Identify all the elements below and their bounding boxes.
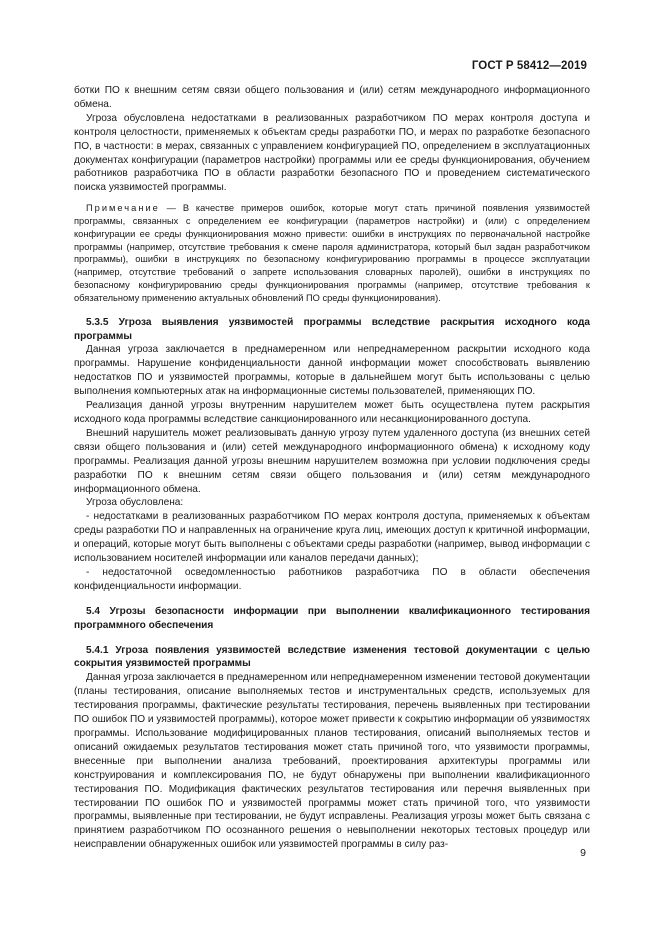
section-heading-5-4: 5.4 Угрозы безопасности информации при выполнении квалификационного тестирования программного обеспечения [74, 605, 590, 631]
section-heading-5-3-5: 5.3.5 Угроза выявления уязвимостей программы вследствие раскрытия исходного кода программы [74, 316, 590, 342]
paragraph: Данная угроза заключается в преднамеренном или непреднамеренном изменении тестовой документации (планы тестирования, описание выполняемых тестов и инструментальных средств, используемых для тестирования программы, фактические результаты тестирования, перечень выявленных при тестировании ПО ошибок ПО и уязвимостей программы), которое может привести к сокрытию информации об уязвимостях программы. Использование модифицированных планов тестирования, описаний выполняемых тестов и описаний ожидаемых результатов тестирования может стать причиной того, что уязвимости программы, внесенные при выполнении анализа требований, проектирования архитектуры программы или конструирования и комплексирования ПО, не будут обнаружены при выполнении квалификационного тестирования ПО. Модификация фактических результатов тестирования или перечня выявленных при тестировании ПО ошибок ПО и уязвимостей программы может стать причиной того, что уязвимости программы, выявленные при тестировании, не будут исправлены. Реализация угрозы может быть связана с принятием разработчиком ПО осознанного решения о невыполнении некоторых тестовых процедур или неисправлении обнаруженных ошибок или уязвимостей программы в силу раз- [74, 672, 590, 851]
paragraph: ботки ПО к внешним сетям связи общего пользования и (или) сетям международного информационного обмена. [74, 85, 590, 110]
section-heading-5-4-1: 5.4.1 Угроза появления уязвимостей вследствие изменения тестовой документации с целью сокрытия уязвимостей программы [74, 644, 590, 670]
note [74, 202, 590, 304]
paragraph: Данная угроза заключается в преднамеренном или непреднамеренном раскрытии исходного кода программы. Нарушение конфиденциальности данной информации может способствовать выявлению недостатков ПО и уязвимостей программы, которые в дальнейшем могут быть использованы с целью выполнения компьютерных атак на информационные системы пользователей, применяющих ПО. [74, 344, 590, 398]
list-item: - недостатками в реализованных разработчиком ПО мерах контроля доступа, применяемых к объектам среды разработки ПО и направленных на ограничение круга лиц, имеющих доступ к критичной информации, и операций, которые могут быть выполнены с объектами среды разработки (например, вывод информации с использованием носителей информации или каналов передачи данных); [74, 511, 590, 565]
note-label: Примечание [86, 203, 160, 214]
paragraph: Угроза обусловлена: [86, 497, 184, 509]
page-number: 9 [580, 847, 586, 859]
paragraph: Внешний нарушитель может реализовывать данную угрозу путем удаленного доступа (из внешних сетей связи общего пользования и (или) сетей международного информационного обмена) к исходному коду программы. Реализация данной угрозы внешним нарушителем возможна при условии подключения среды разработки ПО к внешним сетям связи общего пользования и (или) сетям международного информационного обмена. [74, 427, 590, 495]
page-body [74, 84, 590, 852]
list-item: - недостаточной осведомленностью работников разработчика ПО в области обеспечения конфиденциальности информации. [74, 566, 590, 592]
paragraph: Угроза обусловлена недостатками в реализованных разработчиком ПО мерах контроля доступа и контроля целостности, применяемых к объектам среды разработки ПО, и мерах по разработке безопасного ПО, в частности: в мерах, связанных с управлением конфигурацией ПО, определением в эксплуатационных документах конфигурации (параметров настройки) программы или ее среды функционирования, обучением работников разработчика ПО в области разработки безопасного ПО и проведением систематического поиска уязвимостей программы. [74, 112, 590, 194]
note-text: — В качестве примеров ошибок, которые могут стать причиной появления уязвимостей программы, связанных с определением ее конфигурации (параметров настройки) и (или) с определением конфигурации ее среды функционирования можно привести: ошибки в инструкциях по первоначальной настройке программы (например, отсутствие требования к смене пароля администратора, который был задан разработчиком программы), ошибки в инструкциях по безопасному конфигурированию программы в процессе эксплуатации (например, отсутствие требований о запрете использования словарных паролей), ошибки в инструкциях по безопасному конфигурированию среды функционирования программы (например, отсутствие требования к обязательному применению актуальных обновлений ПО среды функционирования). [74, 203, 590, 303]
paragraph: Реализация данной угрозы внутренним нарушителем может быть осуществлена путем раскрытия исходного кода программы вследствие санкционированного или несанкционированного доступа. [74, 400, 590, 425]
document-header: ГОСТ Р 58412—2019 [471, 60, 587, 72]
